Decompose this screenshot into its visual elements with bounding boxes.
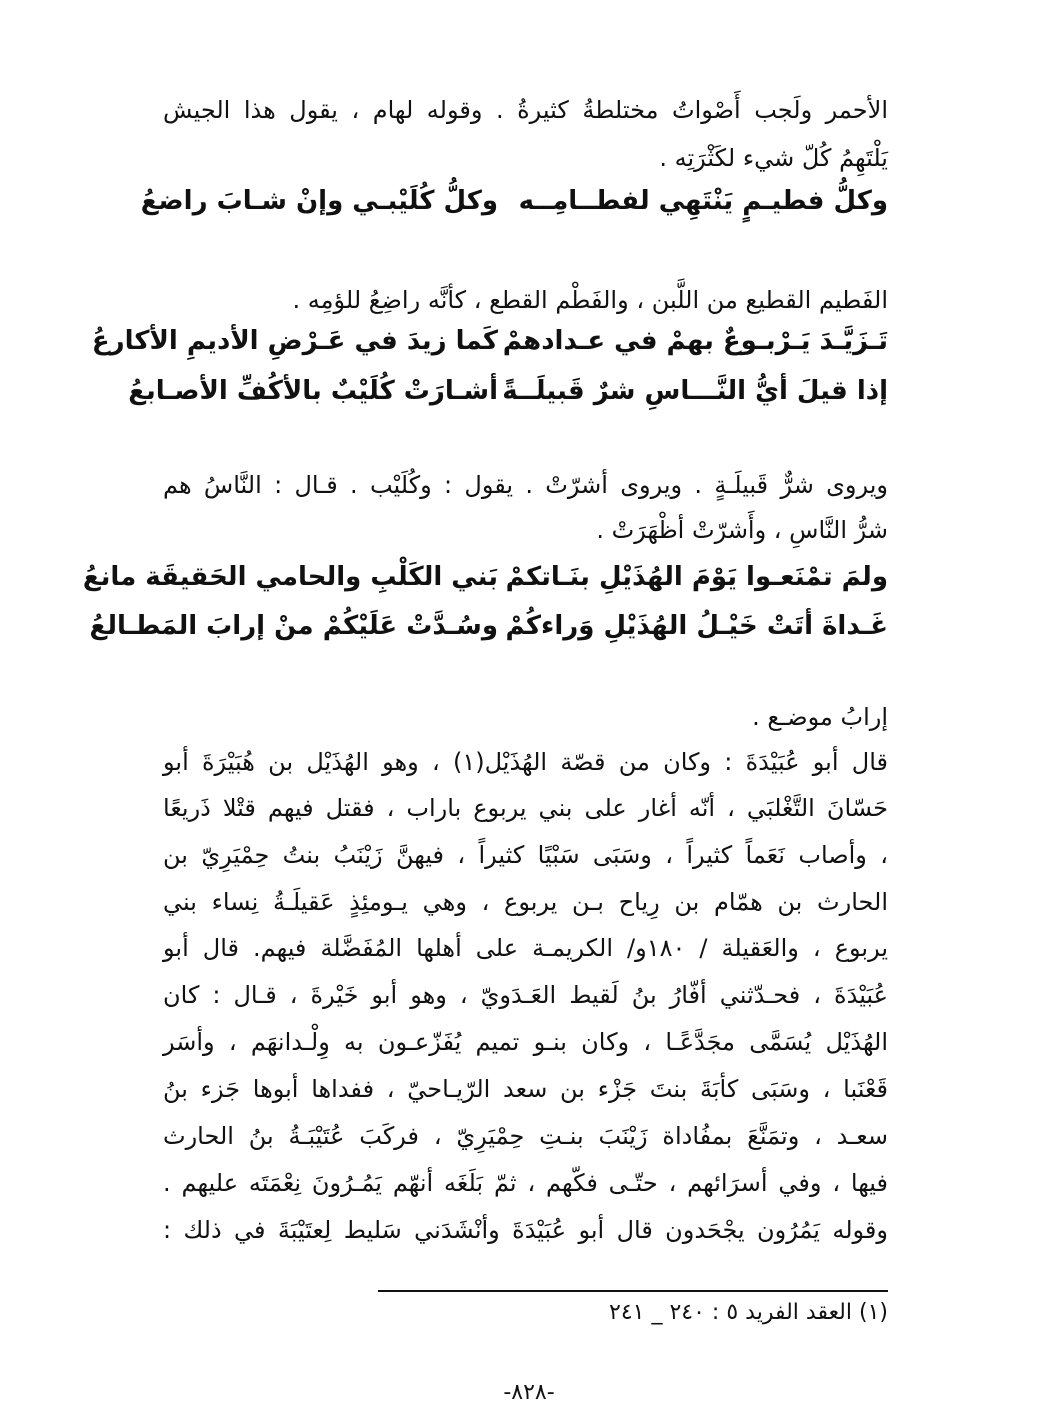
poem-verse xyxy=(82,562,888,602)
prose-line: وقوله يَمُرُون يجْحَدون قال أبو عُبَيْدَةَ وأنْشَدَني سَليط لِعتَيْبَةَ في ذلك : xyxy=(163,1216,888,1244)
verse-second-hemistich: وسُـدَّتْ عَلَيْكُمْ منْ إرابَ المَطـالعُ xyxy=(89,611,498,641)
poem-verse xyxy=(128,376,888,416)
prose-line: عُبَيْدَةَ ، فحـدّثني أفّارُ بنُ لَقيط العَـدَويّ ، وهو أبو خَيْرةَ ، قـال : كان xyxy=(163,981,888,1009)
prose-line: قال أبو عُبَيْدَةَ : وكان من قصّة الهُذَيْل(١) ، وهو الهُذَيْل بن هُبَيْرَةَ أبو xyxy=(163,748,888,776)
verse-first-hemistich: ولمَ تمْنَعـوا يَوْمَ الهُذَيْلِ بنَـاتكمْ xyxy=(505,562,888,592)
poem-verse xyxy=(91,326,888,366)
poem-verse xyxy=(140,186,888,226)
prose-line: ، وأصاب نَعَماً كثيراً ، وسَبَى سَبْيًا كثيراً ، فيهنَّ زَيْنَبُ بنتُ حِمْيَرِيّ بن xyxy=(163,841,888,869)
prose-line: فيها ، وفي أسرَائهم ، حتّـى فكّهم ، ثمّ بَلَغَه أنهّم يَمُـرُونَ نِعْمَتَه عليهم . xyxy=(163,1169,888,1197)
prose-line: الفَطيم القطيع من اللَّبن ، والفَطْم القطع ، كأنَّه راضِعُ للؤمِه . xyxy=(292,286,888,314)
footnote: (١) العقد الفريد ٥ : ٢٤٠ _ ٢٤١ xyxy=(609,1300,888,1325)
poem-verse xyxy=(89,611,888,651)
verse-first-hemistich: تَـزَيَّـدَ يَـرْبـوعٌ بهمْ في عـدادهمْ xyxy=(502,326,888,356)
prose-line: حَسّانَ التَّغْلبَي ، أنّه أغار على بني يربوع باراب ، فقتل فيهم قتْلا ذَريعًا xyxy=(163,794,888,822)
verse-first-hemistich: إذا قيلَ أيُّ النَّـــاسِ شرٌ قَبيلَــةً xyxy=(502,376,888,406)
prose-line: قَعْنَبا ، وسَبَى كأبَةَ بنتَ جَزْء بن سعد الرّيـاحيّ ، ففداها أبوها جَزء بنُ xyxy=(163,1075,888,1103)
verse-second-hemistich: كَما زيدَ في عَـرْضِ الأديمِ الأكارعُ xyxy=(91,326,498,356)
prose-line: يَلْتَهِمُ كُلّ شيء لكَثْرَتِه . xyxy=(659,144,888,172)
prose-line: ويروى شرٌّ قَبيلَـةٍ . ويروى أشرّتْ . يقول : وكُلَيْب . قـال : النَّاسُ هم xyxy=(163,471,888,499)
verse-second-hemistich: أشـارَتْ كُلَيْبٌ بالأكُفِّ الأصـابعُ xyxy=(128,376,498,406)
prose-line: شرُّ النَّاسِ ، وأَشرّتْ أظْهَرَتْ . xyxy=(596,516,888,544)
verse-second-hemistich: وكلُّ كُلَيْبـي وإنْ شـابَ راضعُ xyxy=(140,186,498,216)
prose-line: الهُذَيْل يُسَمَّى مجَدَّعًـا ، وكان بنـو تميم يُفَزّعـون به وِلْـدانهَم ، وأسَر xyxy=(163,1028,888,1056)
verse-first-hemistich: غَـداةَ أتَتْ خَيْـلُ الهُذَيْلِ وَراءكُمْ xyxy=(505,611,888,641)
prose-line: الأحمر ولَجب أَصْواتُ مختلطةُ كثيرةُ . وقوله لهام ، يقول هذا الجيش xyxy=(163,96,888,124)
verse-first-hemistich: وكلُّ فطيـمٍ يَنْتَهِي لفطــامِــه xyxy=(518,186,888,216)
footnote-divider xyxy=(378,1290,888,1292)
prose-line: يربوع ، والعَقيلة / ١٨٠و/ الكريمـة على أهلها المُفَضَّلة فيهم. قال أبو xyxy=(163,934,889,962)
prose-line: الحارث بن همّام بن رِياح بـن يربوع ، وهي يـومئِذٍ عَقيلَـةُ نِساء بني xyxy=(163,888,888,916)
verse-second-hemistich: بَني الكَلْبِ والحامي الحَقيقَة مانعُ xyxy=(82,562,498,592)
prose-line: إرابُ موضـع . xyxy=(752,703,888,731)
page-number: -٨٢٨- xyxy=(503,1380,555,1405)
prose-line: سعـد ، وتمَنَّعَ بمفُاداة زَيْنَبَ بنـتِ حِمْيَرِيّ ، فركَبَ عُتَيْبَـةُ بنُ الحارث xyxy=(163,1122,888,1150)
